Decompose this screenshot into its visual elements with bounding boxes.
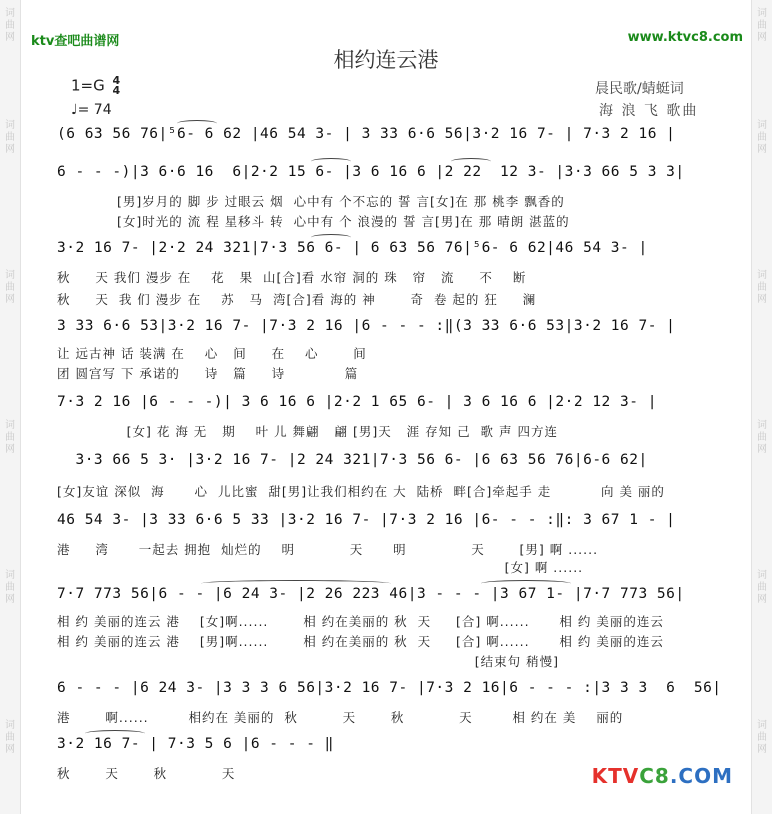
time-signature-top: 4	[112, 74, 121, 87]
notation-row: 3·3 66 5 3· |3·2 16 7- |2 24 321|7·3 56 6- |6 63 56 76|6-6 62|	[57, 452, 648, 468]
right-watermark-strip	[751, 0, 772, 814]
left-watermark-strip	[0, 0, 21, 814]
watermark-text: 词曲网	[5, 570, 15, 605]
notation-row: 3 33 6·6 53|3·2 16 7- |7·3 2 16 |6 - - - :‖(3 33 6·6 53|3·2 16 7- |	[57, 318, 676, 334]
watermark-text: 词曲网	[757, 8, 767, 43]
time-signature-bottom: 4	[112, 84, 121, 97]
lyric-line: [男]岁月的 脚 步 过眼云 烟 心中有 个不忘的 誓 言[女]在 那 桃李 飘香的	[117, 194, 565, 209]
lyric-line: 港 湾 一起去 拥抱 灿烂的 明 天 明 天 [男] 啊 ......	[57, 542, 599, 557]
slur-mark	[481, 580, 571, 587]
logo-part-c8: C8	[639, 764, 670, 788]
lyric-line: 让 远古神 话 装满 在 心 间 在 心 间	[57, 346, 367, 361]
watermark-text: 词曲网	[5, 120, 15, 155]
watermark-text: 词曲网	[757, 120, 767, 155]
notation-row: (6 63 56 76|⁵6- 6 62 |46 54 3- | 3 33 6·6 56|3·2 16 7- | 7·3 2 16 |	[57, 126, 676, 142]
slur-mark	[451, 158, 491, 165]
slur-mark	[311, 234, 351, 241]
ktvc8-logo	[592, 764, 733, 788]
watermark-text: 词曲网	[757, 420, 767, 455]
notation-row: 6 - - -)|3 6·6 16 6|2·2 15 6- |3 6 16 6 |2 22 12 3- |3·3 66 5 3 3|	[57, 164, 685, 180]
slur-mark	[311, 158, 351, 165]
watermark-text: 词曲网	[5, 8, 15, 43]
logo-part-ktv: KTV	[591, 764, 640, 788]
slur-mark	[201, 580, 391, 587]
site-url-right: www.ktvc8.com	[627, 30, 743, 45]
lyric-line: [女] 啊 ......	[57, 560, 584, 575]
lyric-line: 秋 天 秋 天	[57, 766, 236, 781]
slur-mark	[85, 730, 145, 737]
notation-row: 3·2 16 7- | 7·3 5 6 |6 - - - ‖	[57, 736, 334, 752]
notation-row: 6 - - - |6 24 3- |3 3 3 6 56|3·2 16 7- |7·3 2 16|6 - - - :|3 3 3 6 56|	[57, 680, 722, 696]
lyric-line: 秋 天 我 们 漫步 在 苏 马 湾[合]看 海的 神 奇 卷 起的 狂 澜	[57, 292, 537, 307]
key-signature	[71, 76, 120, 96]
notation-row: 46 54 3- |3 33 6·6 5 33 |3·2 16 7- |7·3 2 16 |6- - - :‖: 3 67 1 - |	[57, 512, 676, 528]
logo-part-com: .COM	[669, 764, 733, 788]
lyricist-credit: 晨民歌/蜻蜓词	[595, 81, 684, 97]
lyric-line: 秋 天 我们 漫步 在 花 果 山[合]看 水帘 洞的 珠 帘 流 不 断	[57, 270, 527, 285]
watermark-text: 词曲网	[757, 570, 767, 605]
song-title: 相约连云港	[333, 48, 439, 72]
watermark-text: 词曲网	[757, 270, 767, 305]
notation-row: 7·3 2 16 |6 - - -)| 3 6 16 6 |2·2 1 65 6- | 3 6 16 6 |2·2 12 3- |	[57, 394, 657, 410]
lyric-line: [女]友谊 深似 海 心 儿比蜜 甜[男]让我们相约在 大 陆桥 畔[合]牵起手 走 向 美 丽的	[57, 484, 665, 499]
key-text: 1=G	[71, 76, 105, 95]
lyric-line: 相 约 美丽的连云 港 [男]啊...... 相 约在美丽的 秋 天 [合] 啊...... 相 约 美丽的连云	[57, 634, 664, 649]
watermark-text: 词曲网	[757, 720, 767, 755]
lyric-line: 相 约 美丽的连云 港 [女]啊...... 相 约在美丽的 秋 天 [合] 啊...... 相 约 美丽的连云	[57, 614, 664, 629]
music-sheet	[21, 0, 751, 814]
watermark-text: 词曲网	[5, 720, 15, 755]
composer-credit: 海 浪 飞 歌曲	[599, 103, 699, 119]
tempo-marking: ♩= 74	[71, 102, 112, 118]
lyric-line: [女] 花 海 无 期 叶 儿 舞翩 翩 [男]天 涯 存知 己 歌 声 四方连	[57, 424, 558, 439]
time-signature	[113, 76, 121, 96]
notation-row: 7·7 773 56|6 - - |6 24 3- |2 26 223 46|3 - - - |3 67 1- |7·7 773 56|	[57, 586, 685, 602]
notation-row: 3·2 16 7- |2·2 24 321|7·3 56 6- | 6 63 56 76|⁵6- 6 62|46 54 3- |	[57, 240, 648, 256]
lyric-line: [结束句 稍慢]	[57, 654, 559, 669]
watermark-text: 词曲网	[5, 270, 15, 305]
lyric-line: 港 啊...... 相约在 美丽的 秋 天 秋 天 相 约在 美 丽的	[57, 710, 624, 725]
lyric-line: [女]时光的 流 程 星移斗 转 心中有 个 浪漫的 誓 言[男]在 那 晴朗 湛蓝的	[117, 214, 570, 229]
slur-mark	[177, 120, 217, 127]
lyric-line: 团 圆宫写 下 承诺的 诗 篇 诗 篇	[57, 366, 359, 381]
site-name-left: ktv查吧曲谱网	[31, 34, 120, 49]
watermark-text: 词曲网	[5, 420, 15, 455]
